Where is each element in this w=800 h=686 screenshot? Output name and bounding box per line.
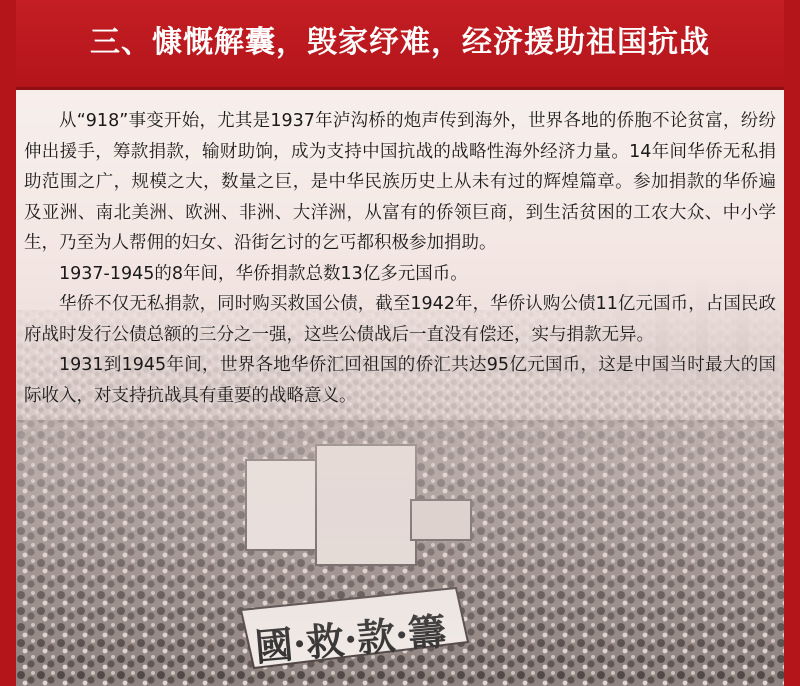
paragraph-1: 从“918”事变开始，尤其是1937年泸沟桥的炮声传到海外，世界各地的侨胞不论贫富，纷纷伸出援手，筹款捐款，输财助饷，成为支持中国抗战的战略性海外经济力量。14年间华侨无私捐助范围之广，规模之大，数量之巨，是中华民族历史上从未有过的辉煌篇章。参加捐款的华侨遍及亚洲、南北美洲、欧洲、非洲、大洋洲，从富有的侨领巨商，到生活贫困的工农大众、中小学生，乃至为人帮佣的妇女、沿街乞讨的乞丐都积极参加捐助。 [24,111,776,253]
article-body [24,106,776,411]
paragraph-3: 华侨不仅无私捐款，同时购买救国公债，截至1942年，华侨认购公债11亿元国币，占国民政府战时发行公债总额的三分之一强，这些公债战后一直没有偿还，实与捐款无异。 [24,294,776,345]
frame-left-border [0,0,16,686]
paragraph-2: 1937-1945的8年间，华侨捐款总数13亿多元国币。 [59,263,468,284]
panel-title: 三、慷慨解囊，毁家纾难，经济援助祖国抗战 [90,25,710,60]
paragraph-4: 1931到1945年间，世界各地华侨汇回祖国的侨汇共达95亿元国币，这是中国当时最大的国际收入，对支持抗战具有重要的战略意义。 [24,355,776,406]
frame-right-border [784,0,800,686]
content-area [16,90,784,686]
title-bar [0,0,800,90]
